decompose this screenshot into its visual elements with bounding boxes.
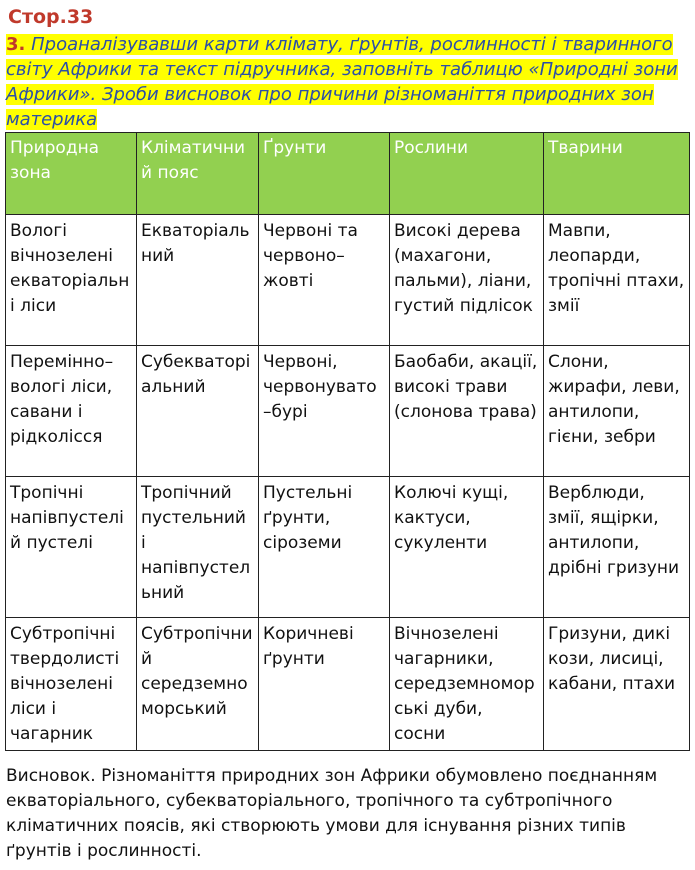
cell-soils: Червоні та червоно–жовті (259, 215, 390, 346)
task-number: 3. (6, 34, 26, 55)
cell-animals: Мавпи, леопарди, тропічні птахи, змії (544, 215, 690, 346)
header-zone: Природна зона (6, 133, 137, 215)
cell-soils: Пустельні ґрунти, сіроземи (259, 477, 390, 618)
natural-zones-table (5, 132, 690, 751)
task-text: Проаналізувавши карти клімату, ґрунтів, рослинності і тваринного світу Африки та текст підручника, заповніть таблицю «Природні зони Африки». Зроби висновок про причини різноманіття природних зон материка (6, 34, 678, 130)
cell-zone: Перемінно–вологі ліси, савани і рідколісся (6, 346, 137, 477)
table-row (6, 477, 690, 618)
table-row (6, 346, 690, 477)
task-highlight (6, 34, 678, 130)
cell-soils: Червоні, червонувато–бурі (259, 346, 390, 477)
cell-plants: Високі дерева (махагони, пальми), ліани, густий підлісок (390, 215, 544, 346)
cell-animals: Верблюди, змії, ящірки, антилопи, дрібні гризуни (544, 477, 690, 618)
page-number: Стор.33 (8, 6, 94, 28)
cell-zone: Вологі вічнозелені екваторіальні ліси (6, 215, 137, 346)
cell-soils: Коричневі ґрунти (259, 618, 390, 751)
header-animals: Тварини (544, 133, 690, 215)
table-row (6, 618, 690, 751)
cell-zone: Субтропічні твердолисті вічнозелені ліси і чагарник (6, 618, 137, 751)
cell-animals: Слони, жирафи, леви, антилопи, гієни, зебри (544, 346, 690, 477)
conclusion-text: Висновок. Різноманіття природних зон Африки обумовлено поєднанням екваторіального, субекваторіального, тропічного та субтропічного кліматичних поясів, які створюють умови для існування різних типів ґрунтів і рослинності. (6, 766, 658, 861)
cell-climate: Субекваторіальний (137, 346, 259, 477)
cell-zone: Тропічні напівпустелі й пустелі (6, 477, 137, 618)
cell-plants: Колючі кущі, кактуси, сукуленти (390, 477, 544, 618)
cell-plants: Баобаби, акації, високі трави (слонова трава) (390, 346, 544, 477)
cell-climate: Тропічний пустельний і напівпустельний (137, 477, 259, 618)
cell-climate: Екваторіальний (137, 215, 259, 346)
header-plants: Рослини (390, 133, 544, 215)
cell-animals: Гризуни, дикі кози, лисиці, кабани, птахи (544, 618, 690, 751)
cell-plants: Вічнозелені чагарники, середземноморські дуби, сосни (390, 618, 544, 751)
header-climate: Кліматичний пояс (137, 133, 259, 215)
task-statement (6, 32, 690, 132)
table-row (6, 215, 690, 346)
cell-climate: Субтропічний середземноморський (137, 618, 259, 751)
header-soils: Ґрунти (259, 133, 390, 215)
table-header-row (6, 133, 690, 215)
